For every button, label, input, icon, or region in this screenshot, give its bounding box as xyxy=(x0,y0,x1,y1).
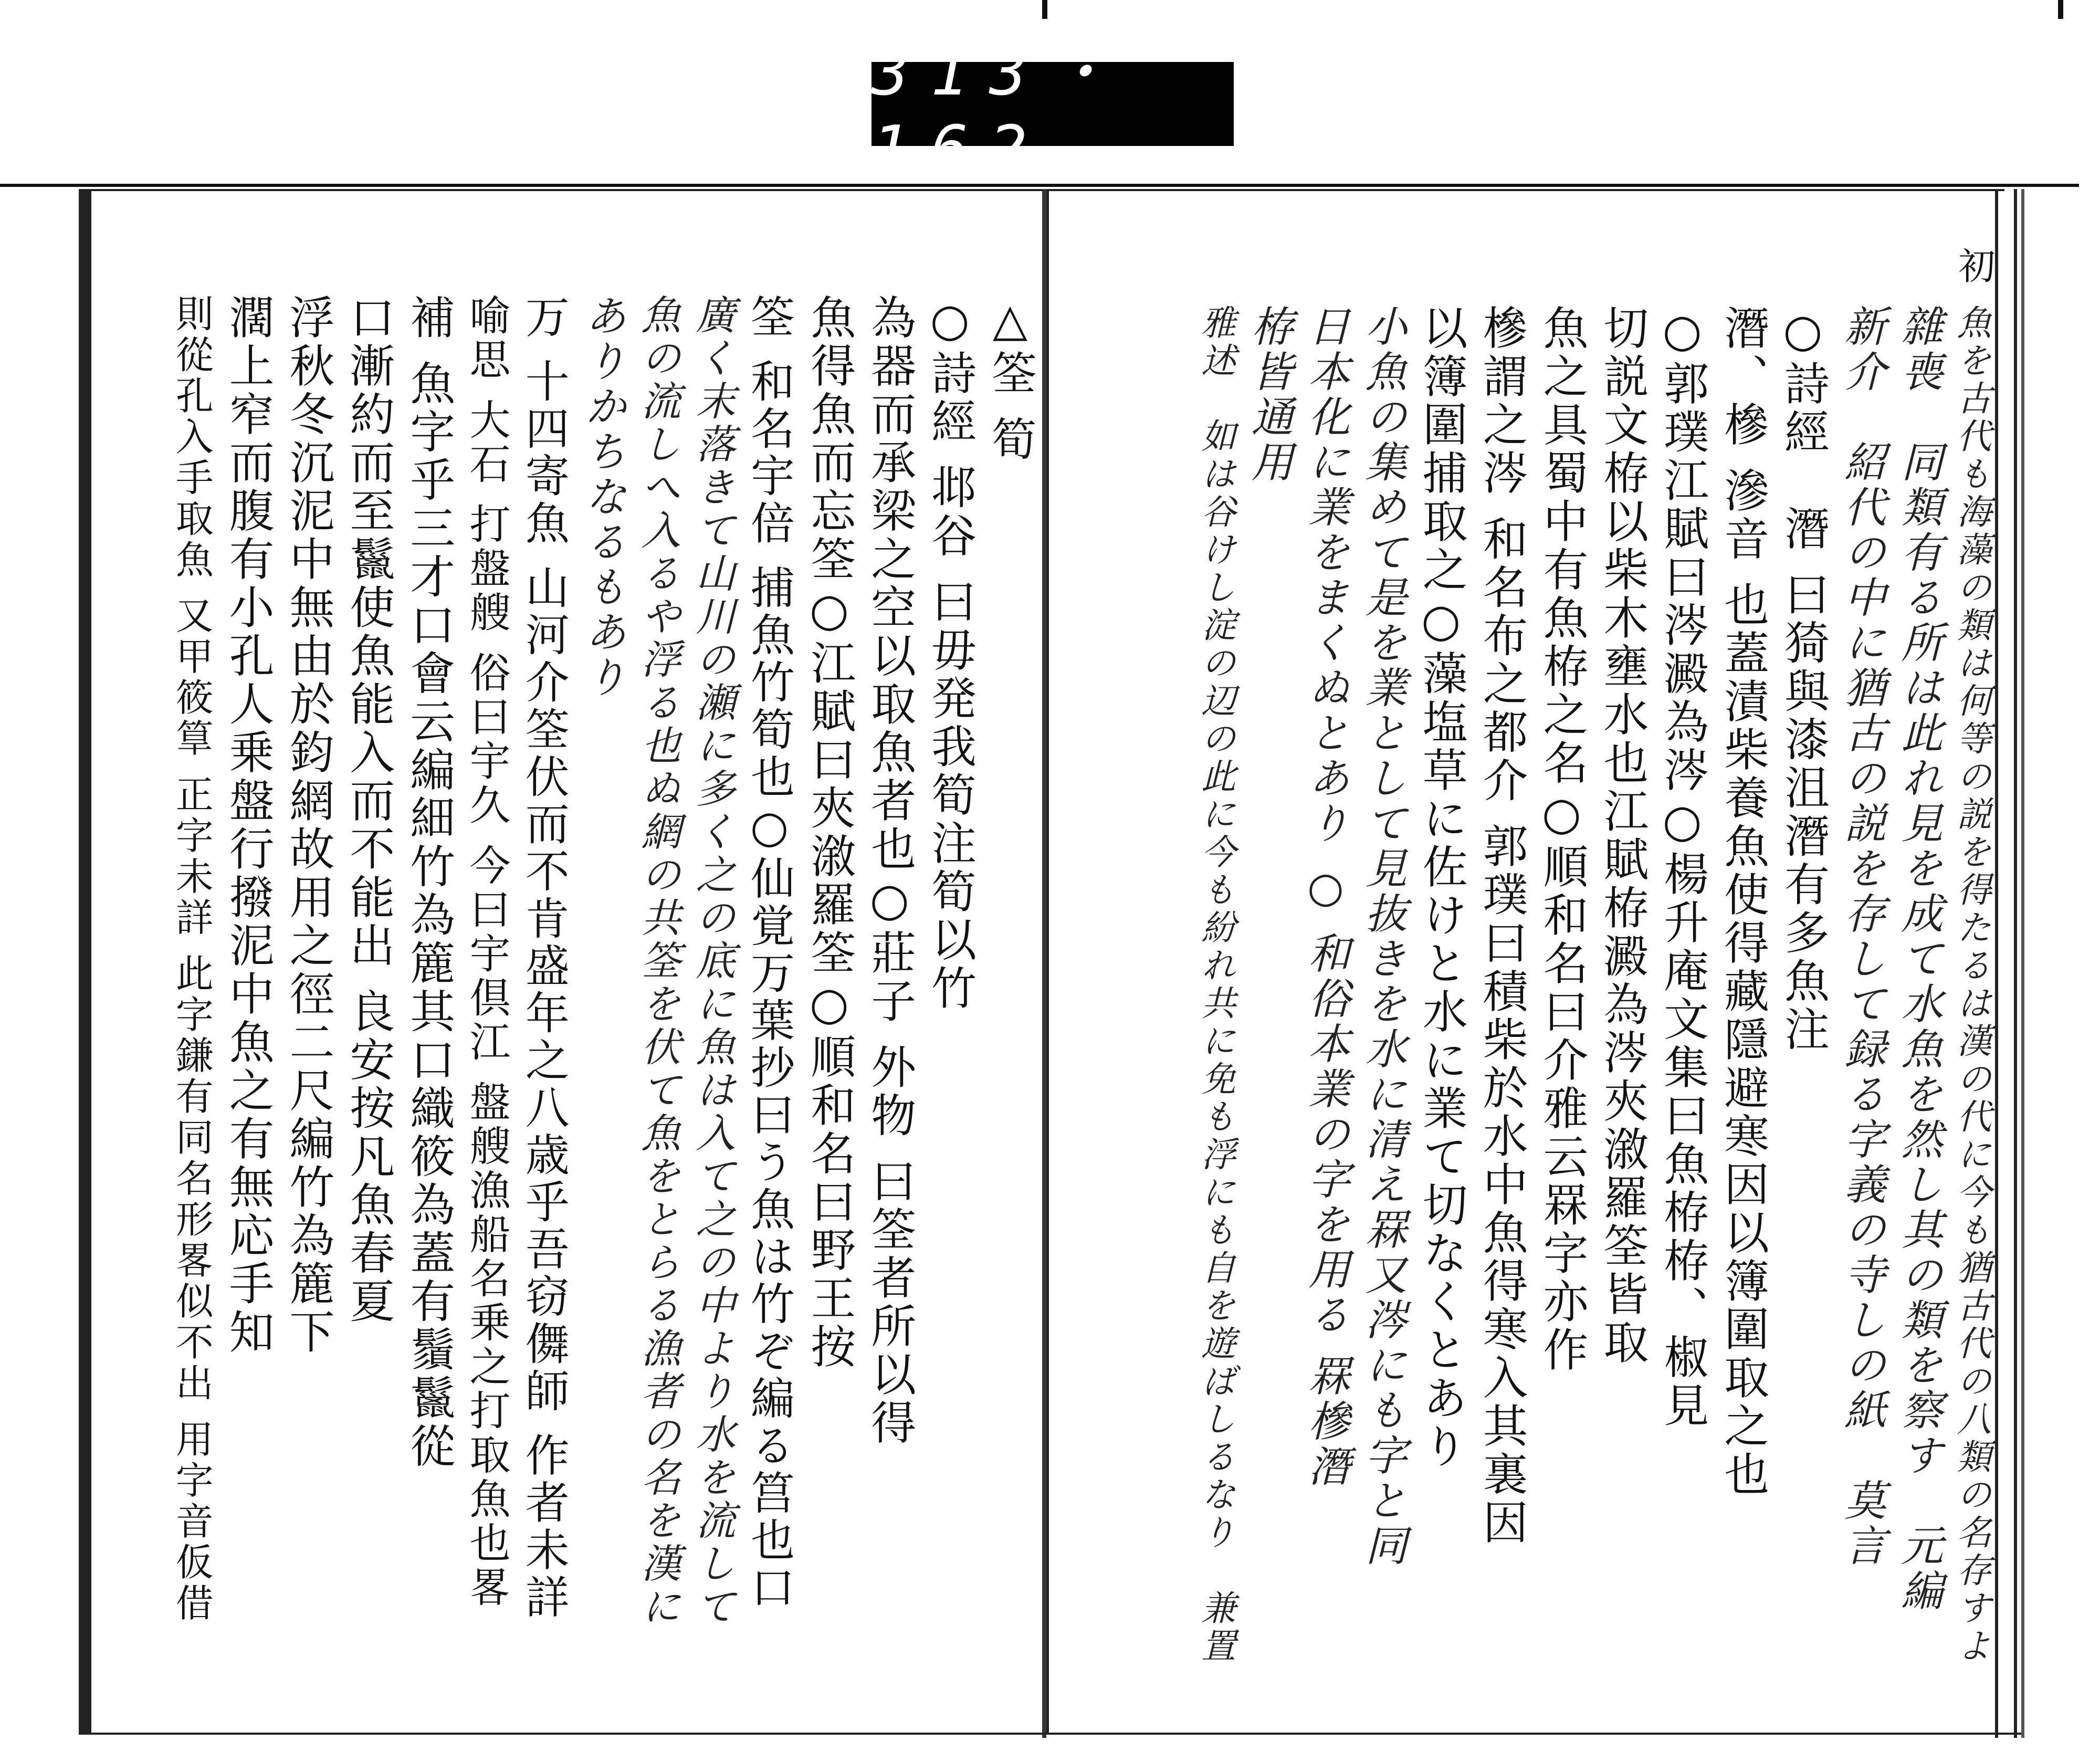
top-edge-mark xyxy=(2058,0,2063,19)
right-page-edge xyxy=(1995,189,2017,1738)
left-page-text xyxy=(100,294,1034,1638)
left_page-column: 濶上窄而腹有小孔人乗盤行撥泥中魚之有無応手知 xyxy=(221,294,274,1357)
book-top-edge xyxy=(0,184,2079,187)
left_page-column: ありかちなるもあり xyxy=(578,294,627,700)
right_page-column: 栫皆通用 xyxy=(1244,305,1294,485)
corner-mark: 初 xyxy=(1952,247,1996,284)
right_page-column: 新介 紹代の中に猶古の説を存して録る字義の寺しの紙 莫言 xyxy=(1837,305,1886,1569)
left_page-column: 浮秋冬沉泥中無由於鈞網故用之徑二尺編竹為簏下 xyxy=(281,294,334,1357)
right_page-column: 雅述 如は谷けし淀の辺の此に今も紛れ共に免も浮にも自を遊ばしるなり 兼置 xyxy=(1195,305,1236,1665)
right_page-column: 以簿圍捕取之○藻塩草に佐けと水に業て切なくとあり xyxy=(1414,305,1467,1471)
right_page-column: 魚之具蜀中有魚栫之名○順和名曰介雅云罧字亦作 xyxy=(1535,305,1588,1375)
left_page-column: 補 魚字乎三才口會云編細竹為簏其口織筱為蓋有鬚鬣從 xyxy=(402,294,455,1471)
archive-label: 313・162. xyxy=(872,62,1234,146)
right_page-column: 雜喪 同類有る所は此れ見を成て水魚を然し其の類を察す 元編 xyxy=(1894,305,1943,1614)
left_page-column: 廣く末落きて山川の瀬に多く之の底に魚は入て之の中より水を流して xyxy=(689,294,736,1629)
left_page-column: 口漸約而至鬣使魚能入而不能出 良安按凡魚春夏 xyxy=(342,294,395,1326)
book-spine xyxy=(1042,189,1046,1738)
left_page-column: 則從孔入手取魚 又甲筱筸 正字未詳 此字鎌有同名形畧似不出 用字音仮借 xyxy=(169,294,214,1624)
right_page-column: 槮謂之涔 和名布之都介 郭璞曰積柴於水中魚得寒入其裏因 xyxy=(1475,305,1528,1547)
right_page-column: 小魚の集めて是を業として見抜きを水に清え罧又涔にも字と同 xyxy=(1358,305,1407,1569)
right-page-edge-line xyxy=(2021,189,2024,1738)
book-bottom-edge xyxy=(79,1733,2021,1735)
left_page-column: 喻思 大石 打盤艘 俗曰宇久 今曰宇倶江 盤艘漁船名乗之打取魚也畧 xyxy=(463,294,510,1610)
left_page-column: △筌 筍 xyxy=(984,294,1036,464)
left_page-column: 筌 和名宇倍 捕魚竹筍也○仙覚万葉抄曰う魚は竹ぞ編る筥也口 xyxy=(743,294,795,1612)
left_page-column: 魚得魚而忘筌○江賦曰夾漵羅筌○順和名曰野王按 xyxy=(803,294,856,1371)
left_page-column: 為器而承梁之空以取魚者也○莊子 外物 曰筌者所以得 xyxy=(863,294,916,1448)
top-edge-mark xyxy=(1042,0,1047,19)
left_page-column: ○詩經 邶谷 曰毋発我筍注筍以竹 xyxy=(923,294,976,1013)
right-page-text xyxy=(1066,305,1990,1670)
left_page-column: 万 十四寄魚 山河介筌伏而不肯盛年之八歳乎吾窃儛師 作者未詳 xyxy=(518,294,570,1622)
right_page-column: 潛、槮 滲音 也蓋漬柴養魚使得藏隱避寒因以簿圍取之也 xyxy=(1716,305,1769,1499)
right_page-column: ○詩經 潛 曰猗與漆沮潛有多魚注 xyxy=(1776,305,1829,1054)
right_page-column: ○郭璞江賦曰涔澱為涔○楊升庵文集曰魚栫栫、椒見 xyxy=(1656,305,1709,1430)
right_page-column: 切説文栫以柴木壅水也江賦栫澱為涔夾漵羅筌皆取 xyxy=(1595,305,1648,1367)
left_page-column: 魚の流しへ入るや浮る也ぬ網の共筌を伏て魚をとらる漁者の名を漢に xyxy=(634,294,681,1629)
right_page-column: 魚を古代も海藻の類は何等の説を得たるは漢の代に今も猶古代の八類の名存すよ xyxy=(1951,305,1991,1665)
right_page-column: 日本化に業をまくぬとあり ○ 和俗本業の字を用る 罧槮潛 xyxy=(1301,305,1350,1490)
